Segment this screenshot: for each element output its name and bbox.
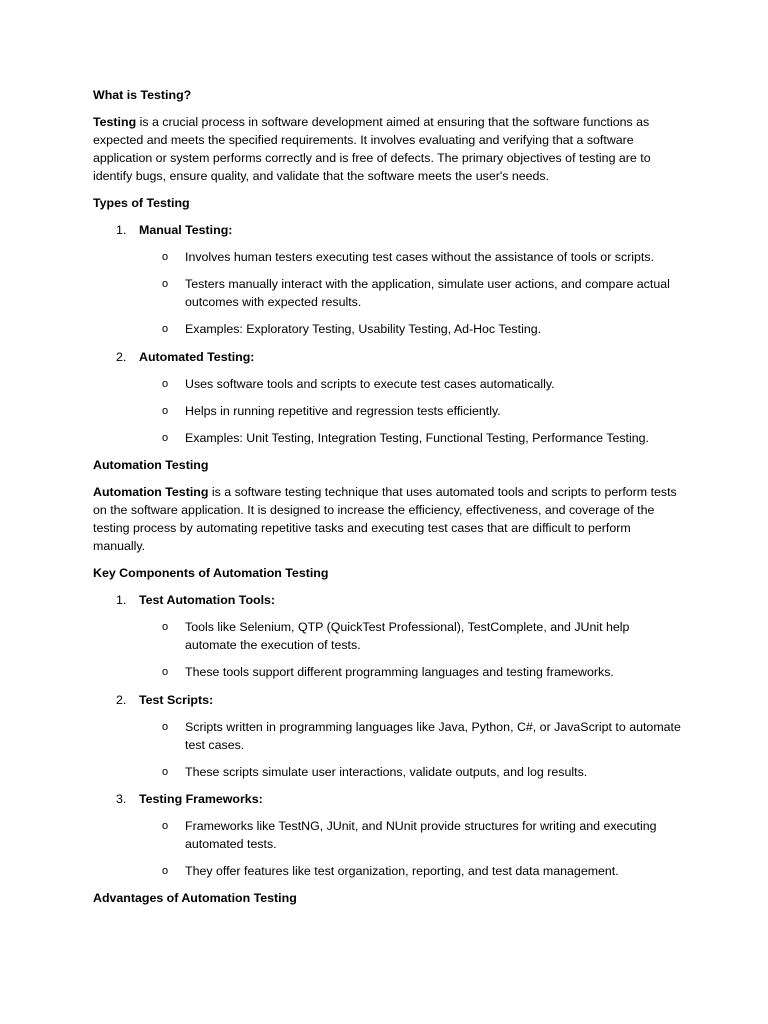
sub-list-item bbox=[93, 376, 683, 394]
sub-list-item bbox=[93, 249, 683, 267]
list-item-title: Manual Testing: bbox=[139, 222, 233, 237]
term-testing: Testing bbox=[93, 115, 137, 130]
heading-advantages: Advantages of Automation Testing bbox=[93, 891, 297, 906]
list-item-testing-frameworks bbox=[93, 791, 683, 809]
circle-bullet-icon: o bbox=[162, 865, 169, 878]
circle-bullet-icon: o bbox=[162, 377, 169, 390]
circle-bullet-icon: o bbox=[162, 251, 169, 264]
sub-list-item bbox=[93, 403, 683, 421]
sub-list-item bbox=[93, 764, 683, 782]
heading-key-components: Key Components of Automation Testing bbox=[93, 566, 329, 581]
term-automation-testing: Automation Testing bbox=[93, 485, 209, 500]
paragraph-testing-definition bbox=[93, 114, 683, 185]
document-page bbox=[93, 87, 683, 917]
sub-list-text: These scripts simulate user interactions, validate outputs, and log results. bbox=[185, 764, 588, 779]
paragraph-testing-text: is a crucial process in software development aimed at ensuring that the software functions as expected and meets the specified requirements. It involves evaluating and verifying that a software application or system performs correctly and is free of defects. The primary objectives of testing are to identify bugs, ensure quality, and validate that the software meets the user's needs. bbox=[93, 115, 651, 183]
list-item-title: Testing Frameworks: bbox=[139, 791, 263, 806]
list-number: 2. bbox=[116, 692, 127, 707]
sub-list-item bbox=[93, 619, 683, 655]
sub-list-text: Uses software tools and scripts to execute test cases automatically. bbox=[185, 376, 555, 391]
list-number: 1. bbox=[116, 593, 127, 608]
list-item-test-automation-tools bbox=[93, 592, 683, 610]
paragraph-automation-definition bbox=[93, 484, 683, 555]
sub-list-text: They offer features like test organization, reporting, and test data management. bbox=[185, 864, 619, 879]
list-item-automated-testing bbox=[93, 349, 683, 367]
sub-list-item bbox=[93, 863, 683, 881]
sub-list-text: Involves human testers executing test cases without the assistance of tools or scripts. bbox=[185, 250, 655, 265]
list-item-title: Test Scripts: bbox=[139, 692, 214, 707]
list-item-title: Automated Testing: bbox=[139, 349, 255, 364]
paragraph-automation-text: is a software testing technique that uses automated tools and scripts to perform tests on the software application. It is designed to increase the efficiency, effectiveness, and coverage of the testing process by automating repetitive tasks and executing test cases that are difficult to perform manually. bbox=[93, 485, 677, 553]
heading-automation-testing: Automation Testing bbox=[93, 458, 209, 473]
list-item-test-scripts bbox=[93, 692, 683, 710]
circle-bullet-icon: o bbox=[162, 621, 169, 634]
list-number: 2. bbox=[116, 349, 127, 364]
circle-bullet-icon: o bbox=[162, 666, 169, 679]
sub-list-item bbox=[93, 430, 683, 448]
list-item-title: Test Automation Tools: bbox=[139, 593, 276, 608]
sub-list-text: Testers manually interact with the application, simulate user actions, and compare actual outcomes with expected results. bbox=[185, 277, 670, 310]
sub-list-text: Frameworks like TestNG, JUnit, and NUnit provide structures for writing and executing automated tests. bbox=[185, 819, 657, 851]
sub-list-item bbox=[93, 276, 683, 312]
sub-list-text: These tools support different programming languages and testing frameworks. bbox=[185, 665, 614, 680]
circle-bullet-icon: o bbox=[162, 765, 169, 778]
list-item-manual-testing bbox=[93, 222, 683, 240]
sub-list-text: Scripts written in programming languages like Java, Python, C#, or JavaScript to automate test cases. bbox=[185, 719, 681, 752]
circle-bullet-icon: o bbox=[162, 820, 169, 833]
circle-bullet-icon: o bbox=[162, 432, 169, 445]
circle-bullet-icon: o bbox=[162, 720, 169, 733]
sub-list-item bbox=[93, 719, 683, 755]
sub-list-item bbox=[93, 664, 683, 682]
circle-bullet-icon: o bbox=[162, 278, 169, 291]
sub-list-text: Tools like Selenium, QTP (QuickTest Professional), TestComplete, and JUnit help automate the execution of tests. bbox=[185, 620, 630, 653]
sub-list-text: Helps in running repetitive and regression tests efficiently. bbox=[185, 403, 501, 418]
sub-list-text: Examples: Exploratory Testing, Usability Testing, Ad-Hoc Testing. bbox=[185, 322, 542, 337]
sub-list-text: Examples: Unit Testing, Integration Testing, Functional Testing, Performance Testing. bbox=[185, 431, 649, 446]
list-number: 3. bbox=[116, 791, 127, 806]
list-number: 1. bbox=[116, 222, 127, 237]
sub-list-item bbox=[93, 818, 683, 854]
circle-bullet-icon: o bbox=[162, 404, 169, 417]
sub-list-item bbox=[93, 321, 683, 339]
circle-bullet-icon: o bbox=[162, 323, 169, 336]
heading-what-is-testing: What is Testing? bbox=[93, 88, 192, 102]
heading-types-of-testing: Types of Testing bbox=[93, 195, 190, 210]
